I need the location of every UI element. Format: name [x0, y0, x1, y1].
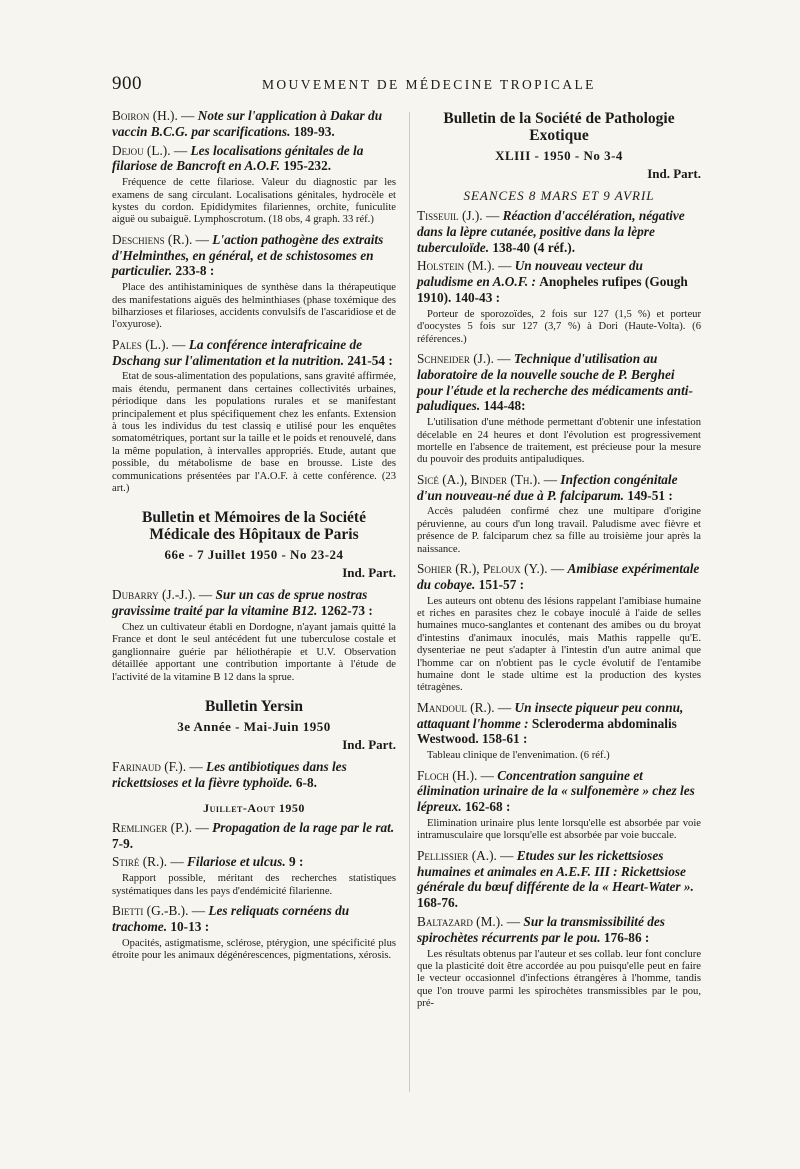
entry-author: Dubarry (J.-J.). [112, 587, 196, 603]
bibliographic-entry [417, 351, 701, 467]
bibliographic-entry [417, 914, 701, 1011]
entry-heading: Bietti (G.-B.). — Les reliquats cornéens du trachome. 10-13 : [112, 902, 350, 934]
entry-abstract: Les résultats obtenus par l'auteur et ses collab. leur font conclure que la plasticité doit être accordée au pou puisqu'elle peut en faire le vecteur occasionnel d'infections étrangères à l'homme, tandis que l'on trouve parmi les spirochètes transmissibles par le pou, pré- [417, 948, 702, 1010]
entry-title: Propagation de la rage par le rat. [212, 819, 395, 835]
entry-heading: Boiron (H.). — Note sur l'application à Dakar du vaccin B.C.G. par scarifications. 189-93. [112, 108, 383, 139]
bibliographic-entry [417, 700, 701, 763]
bibliographic-entry [417, 848, 701, 911]
entry-title: Réaction d'accélération, négative dans la lèpre cutanée, positive dans la lèpre tuberculoïde. [417, 208, 685, 255]
entry-author: Bietti (G.-B.). [112, 902, 189, 918]
bibliographic-entry [417, 208, 701, 255]
entry-abstract: Fréquence de cette filariose. Valeur du diagnostic par les examens de sang circulant. Localisations génitales, hydrocèle et kystes du cordon. Epididymites filariennes, orchite, funiculite aiguë ou subaiguë. Lymphoscrotum. (18 obs, 4 graph. 33 réf.) [112, 177, 396, 226]
entry-pages: 151-57 : [478, 576, 525, 592]
entry-heading: Baltazard (M.). — Sur la transmissibilité des spirochètes récurrents par le pou. 176-86 : [417, 914, 665, 945]
entry-pages: 241-54 : [347, 352, 393, 368]
entry-heading: Remlinger (P.). — Propagation de la rage par le rat. 7-9. [112, 819, 395, 851]
entry-author: Sicé (A.), Binder (Th.). [417, 471, 541, 487]
entry-title: Amibiase expérimentale du cobaye. [417, 561, 700, 592]
entry-author: Mandoul (R.). [417, 699, 495, 715]
entry-heading: Schneider (J.). — Technique d'utilisation au laboratoire de la nouvelle souche de P. Berghei pour l'étude et la recherche des médicaments anti-paludiques. 144-48: [417, 351, 693, 414]
entry-author: Deschiens (R.). [112, 231, 193, 247]
entry-heading: Floch (H.). — Concentration sanguine et élimination urinaire de la « sulfonemère » chez les lépreux. 162-68 : [417, 767, 695, 815]
bibliographic-entry [112, 232, 396, 332]
entry-heading: Mandoul (R.). — Un insecte piqueur peu connu, attaquant l'homme : Sclerodermа abdominalis Westwood. 158-61 : [417, 699, 684, 747]
entry-title: L'action pathogène des extraits d'Helminthes, en général, et de schistosomes en particulier. [112, 231, 384, 279]
entry-abstract: Rapport possible, méritant des recherches statistiques systématiques dans les pays d'endémicité filarienne. [112, 873, 396, 897]
bibliographic-entry [112, 108, 396, 140]
bibliographic-entry [417, 561, 701, 695]
entry-author: Floch (H.). [417, 767, 478, 783]
bibliographic-entry [112, 854, 396, 898]
bibliographic-entry [112, 903, 396, 962]
entry-abstract: Opacités, astigmatisme, sclérose, ptérygion, une spécificité plus étroite pour les animaux dégénérescences, pigmentations, xérosis. [112, 937, 396, 961]
entry-abstract: Les auteurs ont obtenu des lésions rappelant l'amibiase humaine et riches en parasites chez le cobaye inoculé à l'aide de selles humaines muco-sanglantes et contenant des amibes ou du broyat d'intestins d'animaux inoculés, mais Mathis rappelle qu'E. dysenteriae ne peut s'adapter à l'intestin d'un autre animal que l'homme car on n'obtient pas le cycle évolutif de l'entamibe humaine dont le stade ultime est la production des kystes tétragènes. [417, 595, 701, 694]
entry-heading: Pales (L.). — La conférence interafricaine de Dschang sur l'alimentation et la nutrition. 241-54 : [112, 336, 393, 368]
right-column [417, 108, 701, 1016]
ind-part-label: Ind. Part. [342, 737, 396, 753]
entry-title: La conférence interafricaine de Dschang sur l'alimentation et la nutrition. [112, 336, 363, 368]
entry-title: Un insecte piqueur peu connu, attaquant l'homme : [417, 699, 684, 731]
entry-abstract: Accès paludéen confirmé chez une multipare d'origine péruvienne, au cours d'un long travail. Paludisme avec fièvre et présence de P. falciparum chez sa fille au troisième jour après la naissance. [417, 506, 701, 555]
section-title: Bulletin et Mémoires de la Société Médicale des Hôpitaux de Paris [142, 509, 366, 544]
section-subtitle: XLIII - 1950 - No 3-4 [495, 148, 623, 163]
entry-pages: 6-8. [295, 774, 317, 790]
session-heading: SEANCES 8 MARS ET 9 AVRIL [463, 188, 655, 203]
entry-author: Pales (L.). [112, 336, 169, 352]
entry-heading: Holstein (M.). — Un nouveau vecteur du paludisme en A.O.F. : Anopheles rufipes (Gough 1910). 140-43 : [417, 258, 688, 305]
entry-title: Concentration sanguine et élimination urinaire de la « sulfonemère » chez les lépreux. [417, 767, 695, 815]
entry-pages: 162-68 : [465, 799, 511, 815]
bibliographic-entry [417, 258, 701, 346]
entry-title: Infection congénitale d'un nouveau-né due à P. falciparum. [417, 471, 678, 503]
column-divider [409, 112, 410, 1092]
entry-pages: 233-8 : [175, 263, 215, 279]
entry-abstract: Place des antihistaminiques de synthèse dans la thérapeutique des manifestations aiguës des helminthiases (phase toxémique des bilharzioses et filarioses, accidents convulsifs de l'ascaridiose et de l'oxyurose). [112, 282, 396, 331]
entry-extra: Sclerodermа abdominalis Westwood. [417, 715, 677, 747]
entry-heading: Deschiens (R.). — L'action pathogène des extraits d'Helminthes, en général, et de schistosomes en particulier. 233-8 : [112, 231, 384, 279]
entry-pages: 138-40 (4 réf.). [492, 239, 576, 255]
entry-title: Etudes sur les rickettsioses humaines et animales en A.E.F. III : Rickettsiose générale du bœuf différente de la « Heart-Water ». [417, 847, 694, 895]
entry-pages: 189-93. [293, 123, 335, 139]
section-title: Bulletin de la Société de Pathologie Exotique [443, 110, 675, 144]
entry-heading: Farinaud (F.). — Les antibiotiques dans les rickettsioses et la fièvre typhoïde. 6-8. [112, 759, 347, 790]
entry-author: Dejou (L.). [112, 142, 171, 158]
section-title: Bulletin Yersin [204, 698, 304, 716]
entry-author: Tisseuil (J.). [417, 208, 483, 223]
entry-heading: Pellissier (A.). — Etudes sur les rickettsioses humaines et animales en A.E.F. III : Rickettsiose générale du bœuf différente de la « Heart-Water ». 168-76. [417, 847, 694, 911]
entry-title: Un nouveau vecteur du paludisme en A.O.F. : [417, 258, 643, 290]
period-heading: Juillet-Aout 1950 [203, 800, 305, 815]
entry-author: Pellissier (A.). [417, 847, 497, 863]
entry-title: Les reliquats cornéens du trachome. [112, 902, 350, 934]
entry-pages: 168-76. [417, 895, 458, 911]
entry-author: Boiron (H.). [112, 108, 178, 123]
entry-title: Filariose et ulcus. [187, 854, 286, 870]
entry-pages: 195-232. [283, 158, 332, 174]
entry-title: Les antibiotiques dans les rickettsioses et la fièvre typhoïde. [112, 759, 347, 790]
entry-pages: 7-9. [112, 835, 134, 851]
entry-author: Baltazard (M.). [417, 914, 504, 930]
entry-author: Stiré (R.). [112, 854, 168, 870]
page-number: 900 [112, 73, 142, 94]
entry-title: Note sur l'application à Dakar du vaccin B.C.G. par scarifications. [112, 108, 383, 139]
entry-pages: 176-86 : [603, 929, 650, 945]
entry-author: Farinaud (F.). [112, 759, 187, 775]
entry-pages: 9 : [289, 854, 304, 870]
entry-author: Schneider (J.). [417, 351, 494, 366]
bibliographic-entry [112, 587, 396, 684]
entry-abstract: Elimination urinaire plus lente lorsqu'elle est absorbée par voie intramusculaire que lorsqu'elle est absorbée par voie buccale. [417, 818, 701, 842]
entry-heading: Dejou (L.). — Les localisations génitales de la filariose de Bancroft en A.O.F. 195-232. [112, 142, 364, 174]
running-title: MOUVEMENT DE MÉDECINE TROPICALE [262, 77, 596, 92]
entry-pages: 10-13 : [170, 918, 210, 934]
entry-pages: 158-61 : [482, 731, 528, 747]
ind-part-label: Ind. Part. [342, 565, 396, 581]
entry-heading: Dubarry (J.-J.). — Sur un cas de sprue nostras gravissime traité par la vitamine B12. 1262-73 : [112, 587, 373, 619]
entry-author: Remlinger (P.). [112, 819, 193, 835]
entry-abstract: Etat de sous-alimentation des populations, sans gravité affirmée, mais étendu, permanent dans certaines collectivités urbaines, périodique dans les populations rurales et se manifestant principalement et plus spécifiquement chez les enfants. Extension à tous les individus du test classiq e utilisé pour les enquêtes somatométriques, portant sur la taille et le poids et renouvelé, dans la même population, à intervalles appropriés. Etude, autant que possible, du métabolisme de base en brousse. Liste des communications présentées par l'A.O.F. à cette conférence. (23 art.) [112, 371, 396, 495]
entry-heading: Stiré (R.). — Filariose et ulcus. 9 : [112, 854, 304, 870]
bibliographic-entry [112, 143, 396, 227]
entry-author: Sohier (R.), Peloux (Y.). [417, 561, 548, 577]
entry-heading: Sicé (A.), Binder (Th.). — Infection congénitale d'un nouveau-né due à P. falciparum. 149-51 : [417, 471, 678, 503]
entry-pages: 140-43 : [454, 289, 501, 305]
entry-title: Les localisations génitales de la filariose de Bancroft en A.O.F. [112, 142, 364, 174]
entry-pages: 144-48: [483, 398, 526, 414]
entry-heading: Sohier (R.), Peloux (Y.). — Amibiase expérimentale du cobaye. 151-57 : [417, 561, 700, 592]
bibliographic-entry [417, 768, 701, 843]
bibliographic-entry [417, 472, 701, 556]
page-header [112, 73, 712, 95]
section-subtitle: 66e - 7 Juillet 1950 - No 23-24 [164, 547, 344, 563]
entry-title: Sur la transmissibilité des spirochètes récurrents par le pou. [417, 914, 665, 945]
entry-title: Sur un cas de sprue nostras gravissime traité par la vitamine B12. [112, 587, 368, 619]
ind-part-label: Ind. Part. [647, 166, 701, 181]
entry-pages: 1262-73 : [320, 603, 373, 619]
bibliographic-entry [112, 820, 396, 852]
bibliographic-entry [112, 337, 396, 496]
section-subtitle: 3e Année - Mai-Juin 1950 [177, 719, 331, 735]
entry-abstract: Porteur de sporozoïdes, 2 fois sur 127 (1,5 %) et porteur d'oocystes 5 fois sur 127 (3,7 %) à Dori (Haute-Volta). (6 références.) [417, 308, 701, 345]
entry-heading: Tisseuil (J.). — Réaction d'accélération, négative dans la lèpre cutanée, positive dans la lèpre tuberculoïde. 138-40 (4 réf.). [417, 208, 685, 255]
entry-author: Holstein (M.). [417, 258, 495, 274]
entry-pages: 149-51 : [627, 487, 673, 503]
entry-title: Technique d'utilisation au laboratoire de la nouvelle souche de P. Berghei pour l'étude et la recherche des médicaments anti-paludiques. [417, 351, 693, 414]
left-column [112, 108, 396, 967]
entry-abstract: L'utilisation d'une méthode permettant d'obtenir une infestation décelable en 24 heures et dont l'évolution est progressivement mortelle en l'absence de traitement, est précieuse pour la mesure du pouvoir des produits antipaludiques. [417, 417, 701, 466]
bibliographic-entry [112, 759, 396, 791]
entry-abstract: Tableau clinique de l'envenimation. (6 réf.) [427, 750, 610, 762]
entry-abstract: Chez un cultivateur établi en Dordogne, n'ayant jamais quitté la France et dont le seul antécédent fut une tuberculose costale et ganglionnaire guérie par héliothérapie et U.V. Observation détaillée apportant une contribution importante à l'étude de l'activité de la vitamine B 12 dans la sprue. [112, 622, 396, 683]
entry-extra: Anopheles rufipes (Gough 1910). [417, 274, 688, 305]
